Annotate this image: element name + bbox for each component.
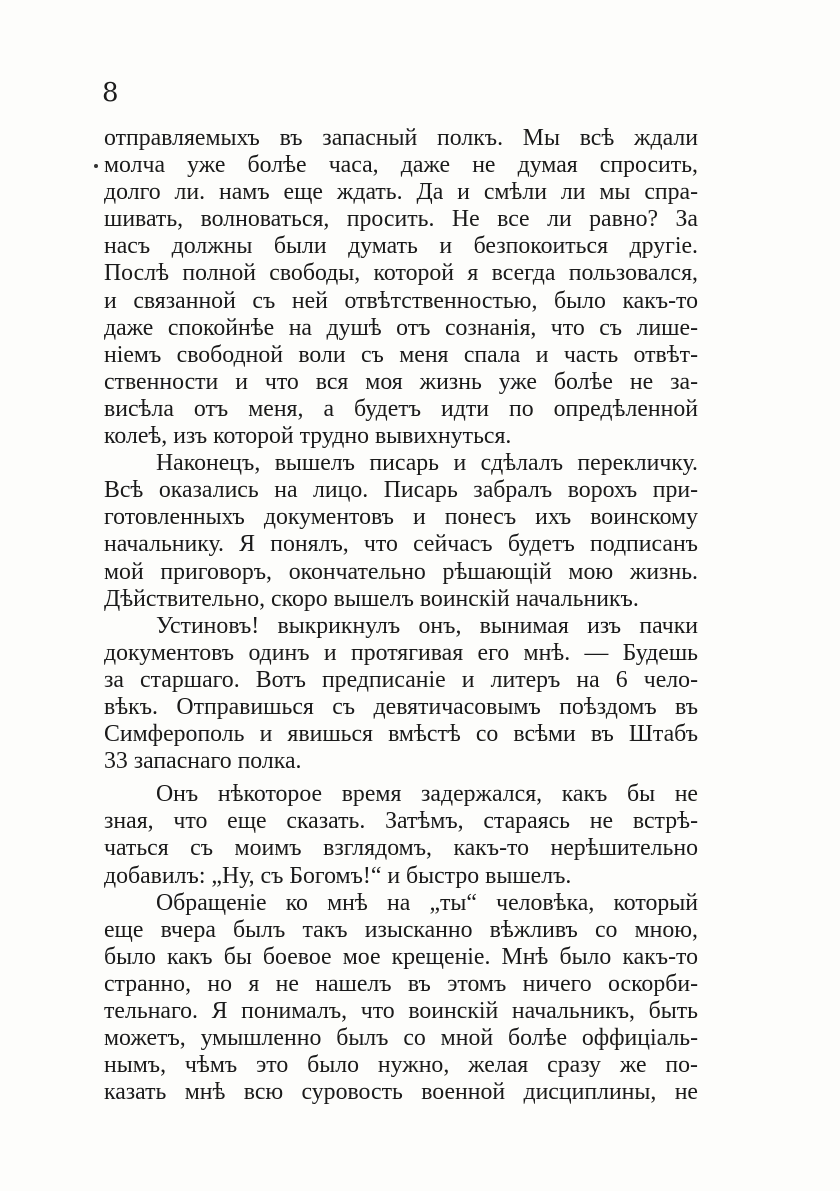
text-line: молча уже болѣе часа, даже не думая спросить, bbox=[104, 152, 698, 179]
text-line: тельнаго. Я понималъ, что воинскій начальникъ, быть bbox=[104, 998, 698, 1024]
text-line: 33 запаснаго полка. bbox=[104, 748, 302, 775]
text-line: Дѣйствительно, скоро вышелъ воинскій начальникъ. bbox=[104, 585, 639, 612]
text-line: Обращеніе ко мнѣ на „ты“ человѣка, который bbox=[156, 889, 698, 916]
page-number: 8 bbox=[102, 78, 119, 108]
text-line: Послѣ полной свободы, которой я всегда пользовался, bbox=[104, 260, 698, 287]
paragraph bbox=[104, 450, 698, 613]
text-line: готовленныхъ документовъ и понесъ ихъ воинскому bbox=[104, 504, 698, 531]
paragraph bbox=[104, 613, 698, 776]
text-line: колеѣ, изъ которой трудно вывихнуться. bbox=[104, 423, 512, 450]
text-line: зная, что еще сказать. Затѣмъ, стараясь не встрѣ- bbox=[104, 808, 698, 835]
paragraph bbox=[104, 781, 698, 889]
text-line: шивать, волноваться, просить. Не все ли равно? За bbox=[104, 206, 698, 233]
text-line: Онъ нѣкоторое время задержался, какъ бы не bbox=[156, 781, 698, 808]
text-line: долго ли. намъ еще ждать. Да и смѣли ли мы спра- bbox=[104, 179, 698, 206]
text-line: можетъ, умышленно былъ со мной болѣе оффиціаль- bbox=[104, 1025, 698, 1052]
body-text bbox=[104, 125, 698, 1106]
text-line: насъ должны были думать и безпокоиться другіе. bbox=[104, 233, 698, 260]
text-line: казать мнѣ всю суровость военной дисциплины, не bbox=[104, 1079, 698, 1106]
text-line: Симферополь и явишься вмѣстѣ со всѣми въ Штабъ bbox=[104, 721, 698, 748]
text-line: отправляемыхъ въ запасный полкъ. Мы всѣ ждали bbox=[104, 125, 698, 151]
text-line: чаться съ моимъ взглядомъ, какъ-то нерѣшительно bbox=[104, 835, 698, 862]
text-line: мой приговоръ, окончательно рѣшающій мою жизнь. bbox=[104, 558, 698, 585]
text-line: добавилъ: „Ну, съ Богомъ!“ и быстро вышелъ. bbox=[104, 862, 572, 889]
text-line: Наконецъ, вышелъ писарь и сдѣлалъ перекличку. bbox=[156, 450, 698, 477]
paragraph bbox=[104, 890, 698, 1107]
text-line: ственности и что вся моя жизнь уже болѣе не за- bbox=[104, 368, 698, 395]
text-line: нымъ, чѣмъ это было нужно, желая сразу же по- bbox=[104, 1052, 698, 1079]
text-line: даже спокойнѣе на душѣ отъ сознанія, что съ лише- bbox=[104, 314, 698, 341]
text-line: было какъ бы боевое мое крещеніе. Мнѣ было какъ-то bbox=[104, 943, 698, 970]
text-line: Устиновъ! выкрикнулъ онъ, вынимая изъ пачки bbox=[156, 612, 698, 639]
text-line: документовъ одинъ и протягивая его мнѣ. — Будешь bbox=[104, 639, 698, 666]
text-line: начальнику. Я понялъ, что сейчасъ будетъ подписанъ bbox=[104, 531, 698, 558]
text-line: вѣкъ. Отправишься съ девятичасовымъ поѣздомъ въ bbox=[104, 693, 698, 720]
margin-dot-mark bbox=[94, 164, 98, 168]
text-line: висѣла отъ меня, а будетъ идти по опредѣленной bbox=[104, 395, 698, 422]
paragraph bbox=[104, 125, 698, 450]
text-line: странно, но я не нашелъ въ этомъ ничего оскорби- bbox=[104, 970, 698, 997]
text-line: ніемъ свободной воли съ меня спала и часть отвѣт- bbox=[104, 341, 698, 368]
text-line: еще вчера былъ такъ изысканно вѣжливъ со мною, bbox=[104, 916, 698, 943]
text-line: Всѣ оказались на лицо. Писарь забралъ ворохъ при- bbox=[104, 477, 698, 504]
text-line: за старшаго. Вотъ предписаніе и литеръ на 6 чело- bbox=[104, 666, 698, 693]
text-line: и связанной съ ней отвѣтственностью, было какъ-то bbox=[104, 287, 698, 314]
